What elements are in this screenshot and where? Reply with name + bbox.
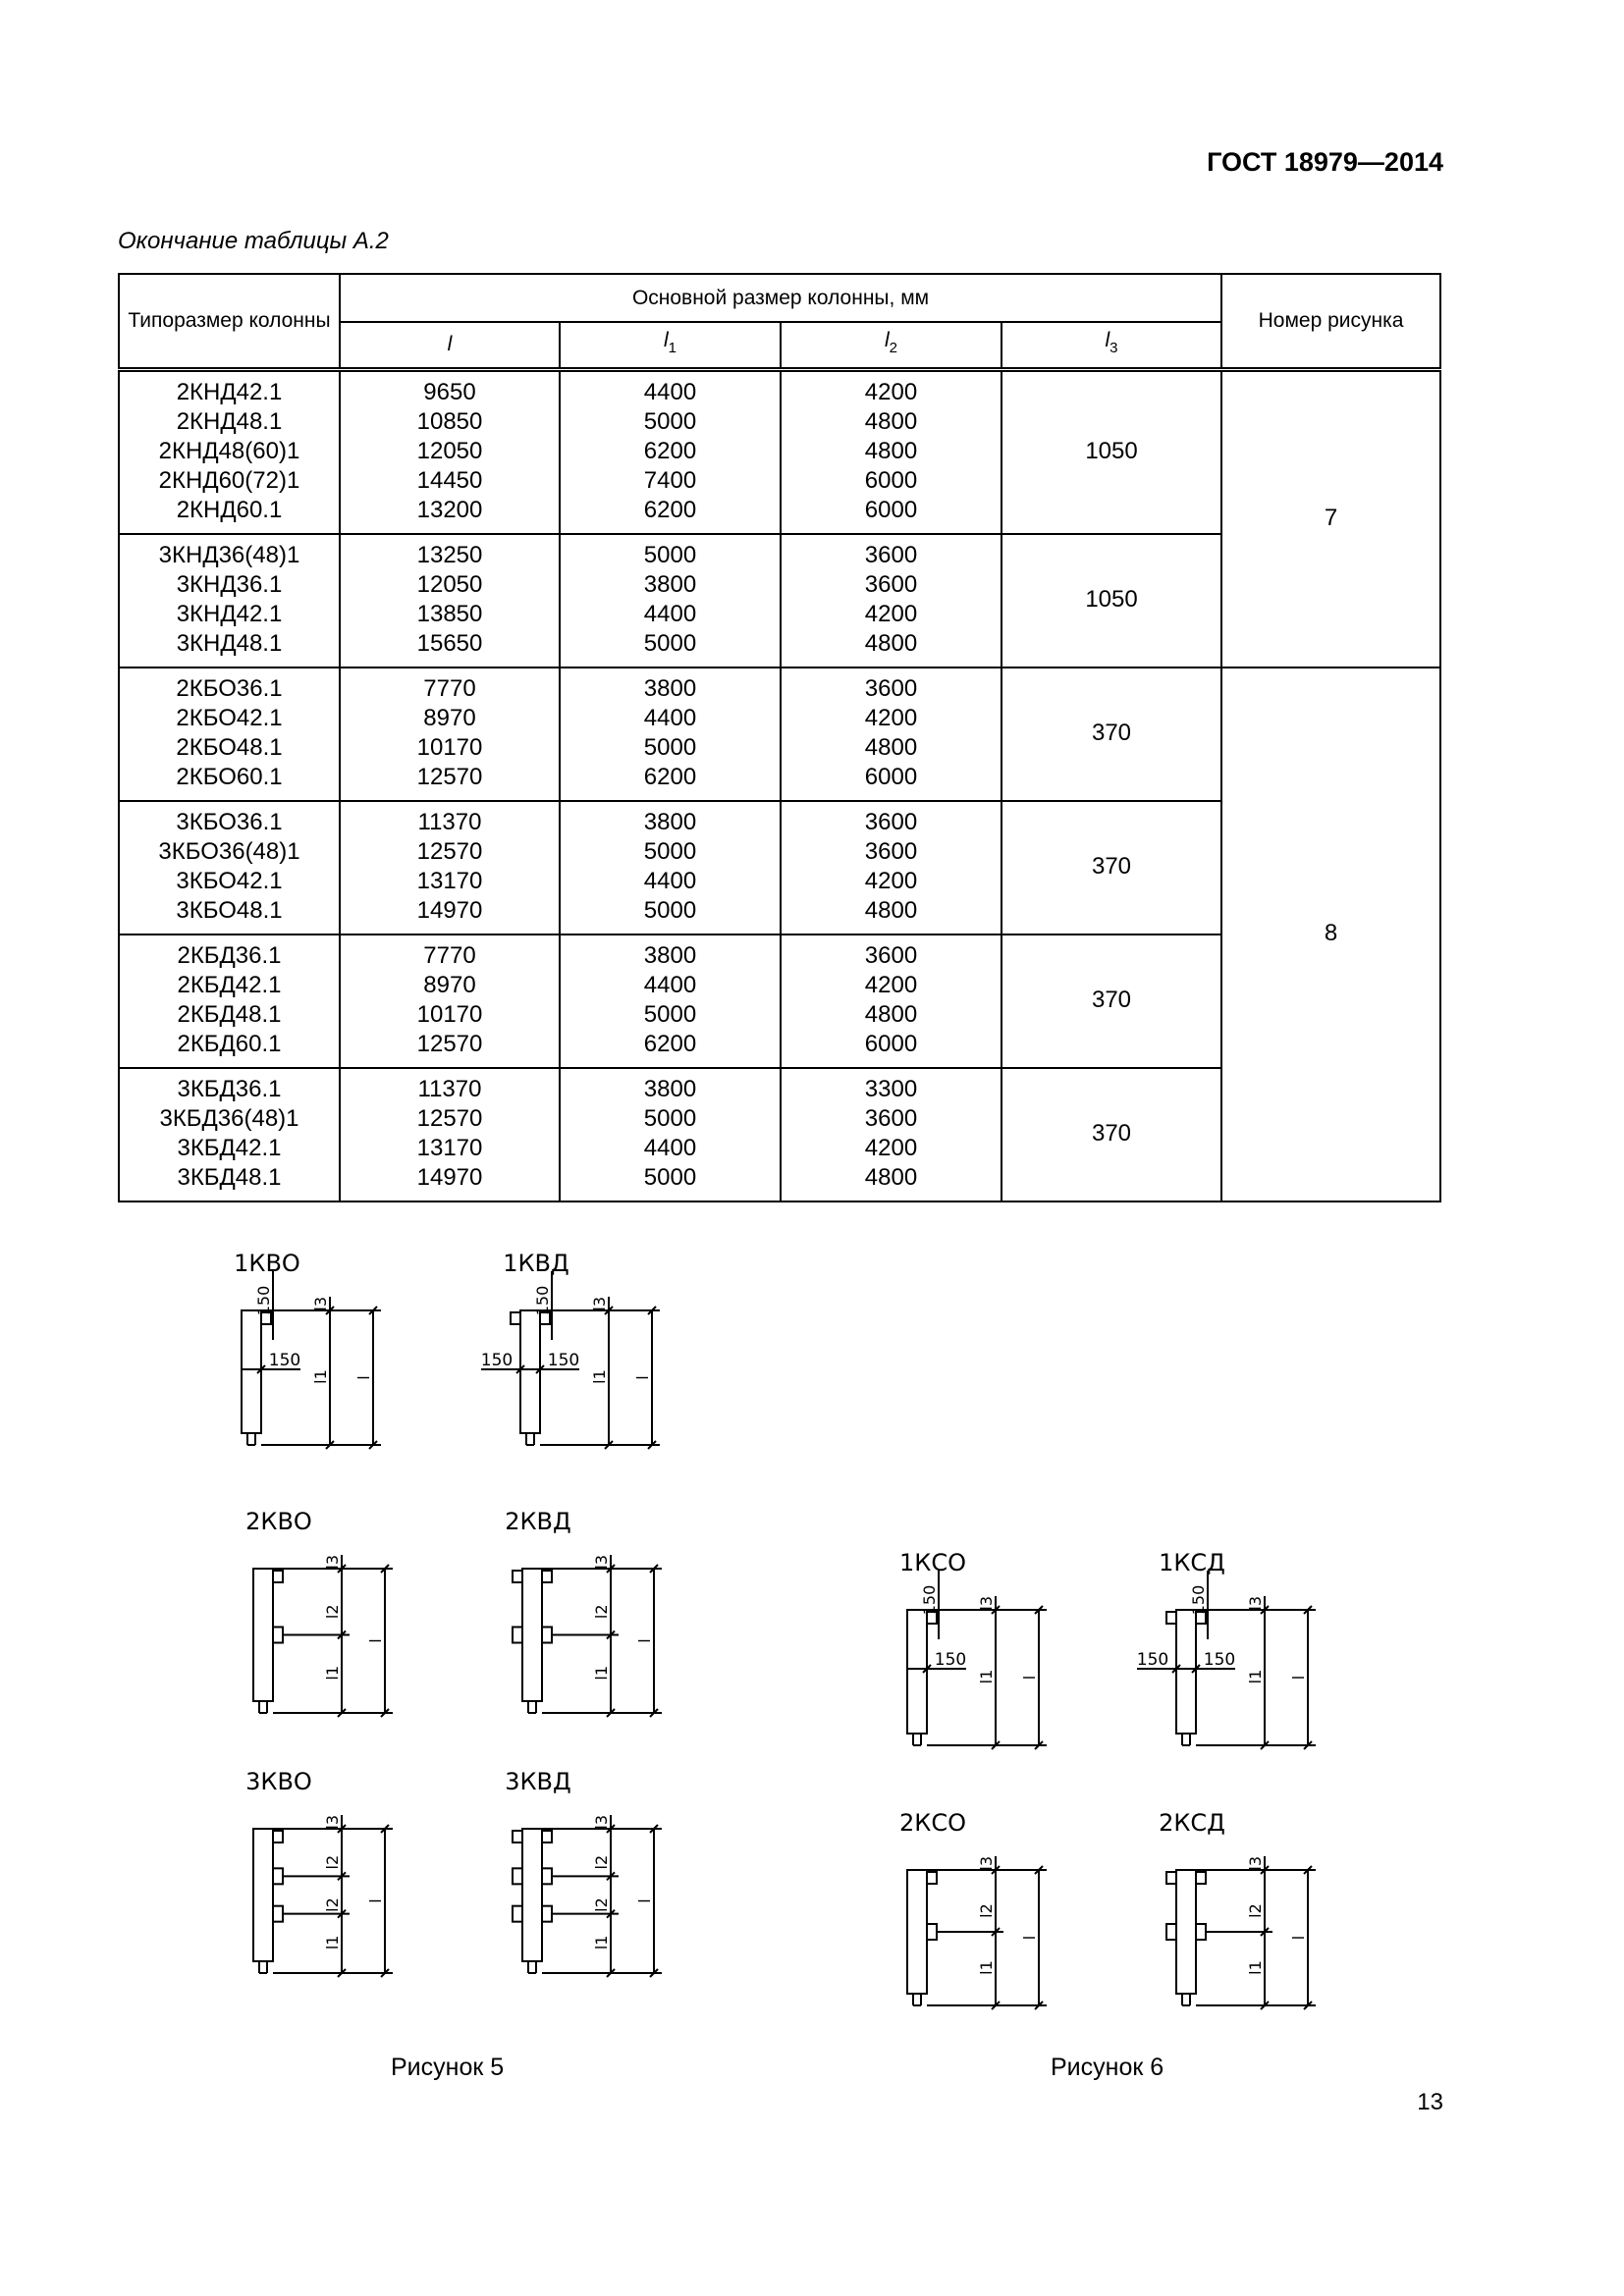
- cell-value: 13850: [416, 600, 483, 627]
- cell-value: 4800: [864, 733, 918, 761]
- drawing-1kvo: [234, 1250, 381, 1449]
- dim-label: l: [1020, 1935, 1039, 1941]
- header-l2: $l_2$: [781, 322, 1001, 369]
- drawing-3kvo: [245, 1768, 393, 1977]
- drawing-2kso: [899, 1809, 1047, 2009]
- dim-label: l: [366, 1638, 385, 1643]
- cell-value: 5000: [643, 541, 697, 568]
- cell-value: 4800: [864, 896, 918, 924]
- dim-label: l3: [1246, 1596, 1265, 1611]
- dim-label: l3: [592, 1555, 611, 1570]
- cell-value: 6200: [643, 496, 697, 523]
- cell-value: 5000: [643, 1104, 697, 1132]
- cell-value: 2КБД36.1: [177, 941, 282, 969]
- cell-value: 2КБО36.1: [176, 674, 283, 702]
- dim-label: l1: [1246, 1669, 1265, 1684]
- cell-value: 3600: [864, 837, 918, 865]
- cell-value: 3600: [864, 674, 918, 702]
- cell-l3: 370: [1001, 667, 1221, 801]
- dim-label: l: [366, 1898, 385, 1903]
- cell-value: 4200: [864, 971, 918, 998]
- cell-value: 3КБД36(48)1: [159, 1104, 299, 1132]
- cell-value: 3КБД48.1: [177, 1163, 282, 1191]
- cell-value: 2КНД48.1: [176, 407, 283, 435]
- dim-150: 150: [268, 1351, 301, 1370]
- cell-value: 3КБД36.1: [177, 1075, 282, 1102]
- cell-value: 10170: [416, 1000, 483, 1028]
- cell-value: 3600: [864, 1104, 918, 1132]
- cell-value: 2КБО60.1: [176, 763, 283, 790]
- cell-value: 3КНД36.1: [176, 570, 283, 598]
- cell-value: 9650: [423, 378, 476, 405]
- cell-value: 12050: [416, 437, 483, 464]
- cell-value: 13170: [416, 1134, 483, 1161]
- dim-label: l2: [323, 1854, 342, 1870]
- cell-value: 4200: [864, 378, 918, 405]
- figure-5-caption: Рисунок 5: [391, 2054, 505, 2081]
- dim-label: l1: [977, 1669, 996, 1684]
- cell-value: 13200: [416, 496, 483, 523]
- cell-value: 12050: [416, 570, 483, 598]
- cell-value: 3800: [643, 1075, 697, 1102]
- cell-value: 12570: [416, 1030, 483, 1057]
- dim-150: 150: [533, 1285, 552, 1316]
- dim-label: l3: [977, 1856, 996, 1871]
- cell-value: 2КНД60(72)1: [158, 466, 300, 494]
- dim-150: 150: [1189, 1584, 1208, 1616]
- drawing-3kvd: [505, 1768, 662, 1977]
- cell-value: 3КБД42.1: [177, 1134, 282, 1161]
- cell-value: 4800: [864, 407, 918, 435]
- header-figure-number: Номер рисунка: [1221, 274, 1440, 369]
- cell-value: 12570: [416, 837, 483, 865]
- cell-value: 8970: [423, 704, 476, 731]
- cell-value: 6200: [643, 1030, 697, 1057]
- header-l: l: [340, 322, 560, 369]
- cell-value: 12570: [416, 1104, 483, 1132]
- dim-label: l3: [592, 1815, 611, 1830]
- cell-figure-number: 8: [1221, 667, 1440, 1201]
- cell-value: 5000: [643, 1000, 697, 1028]
- cell-value: 7770: [423, 941, 476, 969]
- cell-value: 10170: [416, 733, 483, 761]
- cell-value: 3КБО36(48)1: [158, 837, 300, 865]
- cell-value: 7400: [643, 466, 697, 494]
- cell-value: 4800: [864, 437, 918, 464]
- cell-value: 4400: [643, 600, 697, 627]
- cell-value: 4800: [864, 1163, 918, 1191]
- dim-150: 150: [1203, 1650, 1236, 1670]
- figure-label: 2КВО: [245, 1508, 312, 1535]
- cell-value: 3300: [864, 1075, 918, 1102]
- cell-value: 4400: [643, 867, 697, 894]
- dim-label: l1: [1246, 1960, 1265, 1975]
- cell-value: 6200: [643, 437, 697, 464]
- cell-l3: 370: [1001, 1068, 1221, 1201]
- dim-label: l2: [1246, 1903, 1265, 1918]
- cell-value: 8970: [423, 971, 476, 998]
- dim-150: 150: [254, 1285, 273, 1316]
- cell-value: 2КБД48.1: [177, 1000, 282, 1028]
- header-l1: $l_1$: [560, 322, 781, 369]
- drawing-1ksd: [1137, 1549, 1316, 1749]
- dim-label: l1: [323, 1665, 342, 1681]
- header-type: Типоразмер колонны: [119, 274, 340, 369]
- cell-value: 4800: [864, 1000, 918, 1028]
- cell-value: 2КБД42.1: [177, 971, 282, 998]
- cell-value: 4400: [643, 971, 697, 998]
- cell-value: 3800: [643, 570, 697, 598]
- dim-label: l3: [323, 1555, 342, 1570]
- dim-label: l1: [592, 1935, 611, 1950]
- cell-value: 3КБО42.1: [176, 867, 283, 894]
- dim-label: l: [1289, 1675, 1308, 1681]
- cell-value: 3КНД42.1: [176, 600, 283, 627]
- cell-value: 7770: [423, 674, 476, 702]
- dim-label: l: [1020, 1675, 1039, 1681]
- figure-label: 2КСО: [899, 1809, 966, 1837]
- dim-label: l1: [977, 1960, 996, 1975]
- cell-value: 2КБО48.1: [176, 733, 283, 761]
- drawing-1kvd: [481, 1250, 660, 1449]
- cell-value: 12570: [416, 763, 483, 790]
- cell-value: 6000: [864, 496, 918, 523]
- cell-value: 4400: [643, 1134, 697, 1161]
- cell-value: 5000: [643, 896, 697, 924]
- cell-l3: 1050: [1001, 369, 1221, 534]
- table-caption: Окончание таблицы А.2: [118, 228, 389, 254]
- dim-label: l3: [311, 1297, 330, 1311]
- figure-label: 1КСО: [899, 1549, 966, 1576]
- cell-value: 5000: [643, 629, 697, 657]
- figure-6-caption: Рисунок 6: [1051, 2054, 1164, 2081]
- cell-value: 3800: [643, 674, 697, 702]
- cell-value: 4400: [643, 378, 697, 405]
- document-code: ГОСТ 18979—2014: [1207, 147, 1443, 177]
- figure-label: 1КСД: [1159, 1549, 1225, 1576]
- cell-l3: 370: [1001, 801, 1221, 934]
- cell-value: 3КНД36(48)1: [158, 541, 300, 568]
- cell-value: 14970: [416, 1163, 483, 1191]
- dim-150: 150: [1136, 1650, 1169, 1670]
- dim-150: 150: [920, 1584, 939, 1616]
- dim-label: l3: [323, 1815, 342, 1830]
- cell-value: 4200: [864, 704, 918, 731]
- cell-value: 10850: [416, 407, 483, 435]
- dim-label: l3: [977, 1596, 996, 1611]
- cell-l3: 1050: [1001, 534, 1221, 667]
- dim-150: 150: [480, 1351, 514, 1370]
- drawing-2ksd: [1159, 1809, 1316, 2009]
- header-l3: $l_3$: [1001, 322, 1221, 369]
- cell-value: 2КНД42.1: [176, 378, 283, 405]
- dim-label: l2: [592, 1604, 611, 1620]
- cell-value: 2КБО42.1: [176, 704, 283, 731]
- cell-value: 6000: [864, 1030, 918, 1057]
- cell-value: 3КБО48.1: [176, 896, 283, 924]
- cell-value: 13170: [416, 867, 483, 894]
- dim-label: l3: [590, 1297, 609, 1311]
- dim-label: l1: [590, 1369, 609, 1384]
- cell-value: 14970: [416, 896, 483, 924]
- cell-value: 2КБД60.1: [177, 1030, 282, 1057]
- cell-value: 4200: [864, 1134, 918, 1161]
- drawing-1kso: [899, 1549, 1047, 1749]
- figure-label: 1КВД: [503, 1250, 569, 1277]
- figure-label: 3КВО: [245, 1768, 312, 1795]
- cell-value: 6000: [864, 763, 918, 790]
- cell-value: 5000: [643, 733, 697, 761]
- cell-l3: 370: [1001, 934, 1221, 1068]
- dim-label: l: [354, 1375, 373, 1380]
- cell-value: 3КБО36.1: [176, 808, 283, 835]
- drawing-2kvd: [505, 1508, 662, 1717]
- cell-value: 15650: [416, 629, 483, 657]
- cell-value: 11370: [417, 808, 482, 835]
- figure-label: 1КВО: [234, 1250, 300, 1277]
- cell-value: 4200: [864, 867, 918, 894]
- dim-label: l: [1289, 1935, 1308, 1941]
- dim-label: l3: [1246, 1856, 1265, 1871]
- dim-label: l2: [323, 1897, 342, 1912]
- dim-label: l2: [977, 1903, 996, 1918]
- cell-value: 5000: [643, 407, 697, 435]
- dim-label: l2: [323, 1604, 342, 1620]
- cell-value: 4800: [864, 629, 918, 657]
- cell-value: 5000: [643, 837, 697, 865]
- dim-150: 150: [934, 1650, 967, 1670]
- dim-150: 150: [547, 1351, 580, 1370]
- dim-label: l1: [592, 1665, 611, 1681]
- cell-value: 6200: [643, 763, 697, 790]
- cell-value: 13250: [416, 541, 483, 568]
- dim-label: l1: [311, 1369, 330, 1384]
- cell-value: 2КНД48(60)1: [158, 437, 300, 464]
- dim-label: l2: [592, 1897, 611, 1912]
- cell-value: 3600: [864, 570, 918, 598]
- cell-value: 2КНД60.1: [176, 496, 283, 523]
- cell-value: 3600: [864, 541, 918, 568]
- page-number: 13: [1417, 2089, 1443, 2115]
- figure-label: 2КСД: [1159, 1809, 1225, 1837]
- dim-label: l: [635, 1638, 654, 1643]
- cell-value: 5000: [643, 1163, 697, 1191]
- cell-value: 3КНД48.1: [176, 629, 283, 657]
- cell-value: 3600: [864, 941, 918, 969]
- cell-value: 3600: [864, 808, 918, 835]
- cell-value: 14450: [416, 466, 483, 494]
- header-main-size: Основной размер колонны, мм: [340, 274, 1221, 322]
- figure-label: 3КВД: [505, 1768, 571, 1795]
- cell-value: 11370: [417, 1075, 482, 1102]
- cell-value: 4400: [643, 704, 697, 731]
- dim-label: l2: [592, 1854, 611, 1870]
- dim-label: l: [635, 1898, 654, 1903]
- cell-value: 3800: [643, 941, 697, 969]
- figure-label: 2КВД: [505, 1508, 571, 1535]
- dim-label: l: [633, 1375, 652, 1380]
- cell-value: 6000: [864, 466, 918, 494]
- cell-figure-number: 7: [1221, 369, 1440, 667]
- cell-value: 3800: [643, 808, 697, 835]
- drawing-2kvo: [245, 1508, 393, 1717]
- cell-value: 4200: [864, 600, 918, 627]
- dim-label: l1: [323, 1935, 342, 1950]
